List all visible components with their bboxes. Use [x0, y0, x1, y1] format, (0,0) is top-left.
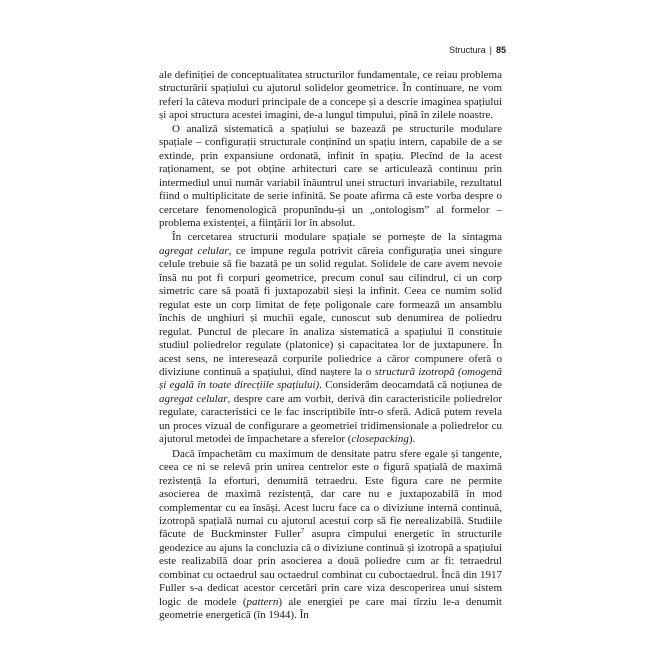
italic-term: agregat celular: [159, 244, 229, 257]
running-header: [449, 45, 506, 55]
paragraph-3: [159, 231, 502, 446]
paragraph-text: Dacă împachetăm cu maximum de densitate patru sfere egale și tangente, ceea ce ni se relevă prin unirea centrelor este o figură spațială de maximă rezistență la eforturi, denumită tetraedru. Este figura care ne permite asocierea de maximă rezistență, dar care nu e juxtapozabilă în mod complementar cu ea însăși. Acest lucru face ca o diviziune internă continuă, izotropă spațială numai cu ajutorul acestui corp să fie nerealizabilă. Studiile făcute de Buckminster Fuller: [159, 447, 502, 541]
paragraph-2: [159, 123, 502, 231]
header-separator: |: [489, 45, 492, 55]
italic-term: agregat celular: [159, 392, 228, 405]
paragraph-4: [159, 448, 502, 623]
paragraph-text: O analiză sistematică a spațiului se bazează pe structurile modulare spațiale – configurații structurale conținînd un spațiu intern, capabile de a se extinde, prin expansiune ordonată, infinit în spațiu. Plecînd de la acest raționament, se pot obține arhitecturi care se articulează continuu prin intermediul unui număr variabil înăuntrul unei structuri invariabile, rezultatul fiind o multiplicitate de serie infinită. Se poate afirma că este vorba despre o cercetare fenomenologică propunîndu-și un „ontologism” al formelor – problema existenței, a ființării lor în absolut.: [159, 122, 502, 229]
footnote-ref: 7: [300, 527, 305, 536]
paragraph-text: asupra cîmpului energetic în structurile geodezice au ajuns la concluzia că o diviziune continuă și izotropă a spațiului este realizabilă doar prin asocierea a două poliedre cum ar fi: tetraedrul combinat cu octaedrul sau octaedrul combinat cu cuboctaedrul. Încă din 1917 Fuller s-a dedicat acestor cercetări prin care viza descoperirea unui sistem logic de modele (: [159, 528, 502, 608]
paragraph-text: ale definiției de conceptualitatea structurilor fundamentale, ce reiau problema structurării spațiului cu ajutorul solidelor geometrice. În continuare, ne vom referi la câteva moduri principale de a concepe și a descrie imaginea spațiului și apoi structura acestei imagini, de-a lungul timpului, pînă în zilele noastre.: [159, 69, 502, 122]
italic-term: pattern: [246, 595, 279, 608]
paragraph-text: ) ale energiei pe care mai tîrziu le-a denumit geometrie energetică (în 1944). În: [159, 595, 502, 622]
paragraph-text: , despre care am vorbit, derivă din caracteristicile poliedrelor regulate, caracteristici ce le fac inscriptibile într-o sferă. Adică putem revela un proces vizual de configurare a geometriei tridimensionale a poliedrelor cu ajutorul metodei de împachetare a sferelor (: [159, 392, 503, 446]
body-text: [159, 69, 502, 623]
italic-term: (omogenă și egală în toate direcțiile spațiului): [159, 365, 502, 392]
italic-term: closepacking: [351, 433, 409, 446]
paragraph-text: ).: [408, 433, 416, 446]
paragraph-1: [159, 69, 502, 123]
page-number: 85: [495, 45, 506, 55]
paragraph-text: În cercetarea structurii modulare spațiale se pornește de la sintagma: [172, 231, 502, 244]
paragraph-text: , ce impune regula potrivit căreia configurația unei singure celule trebuie să fie bazată pe un solid regulat. Solidele de care avem nevoie însă nu pot fi corpuri geometrice, precum conul sau cilindrul, ci un corp simetric care să poată fi juxtapozabil sieși la infinit. Ceea ce numim solid regulat este un corp limitat de fețe poligonale care formează un ansamblu închis de unghiuri și muchii egale, cunoscut sub denumirea de poliedru regulat. Punctul de plecare în analiza sistematică a spațiului îl constituie studiul poliedrelor regulate (platonice) și capacitatea lor de juxtapunere. În acest sens, ne interesează corpurile poliedrice a căror compunere oferă o diviziune continuă a spațiului, dînd naștere la o: [159, 244, 503, 378]
paragraph-text: . Considerăm deocamdată că noțiunea de: [319, 379, 502, 392]
section-title: Structura: [449, 45, 486, 55]
italic-term: structură izotropă: [374, 365, 455, 378]
